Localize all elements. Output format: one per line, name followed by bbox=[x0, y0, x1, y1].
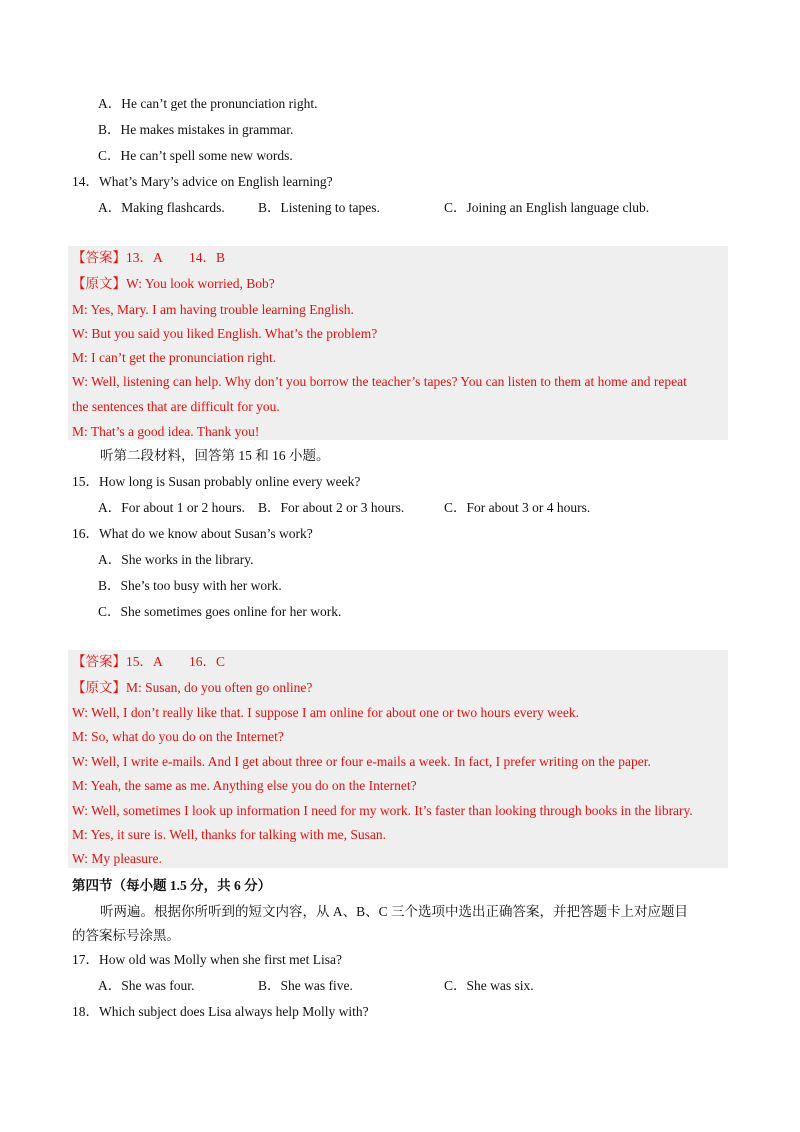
q15-option-a: A．For about 1 or 2 hours. bbox=[98, 500, 245, 515]
q14-option-b: B．Listening to tapes. bbox=[258, 200, 380, 215]
section4-instructions-line1: 听两遍。根据你所听到的短文内容，从 A、B、C 三个选项中选出正确答案，并把答题卡上对应题目 bbox=[100, 904, 689, 919]
q13-option-b: B．He makes mistakes in grammar. bbox=[98, 122, 294, 137]
q16-question: 16．What do we know about Susan’s work? bbox=[72, 526, 313, 541]
answer-label: 【答案】 bbox=[72, 250, 126, 265]
q17-option-c: C．She was six. bbox=[444, 978, 534, 993]
q16-option-b: B．She’s too busy with her work. bbox=[98, 578, 282, 593]
script-line: W: Well, sometimes I look up information I need for my work. It’s faster than looking through books in the library. bbox=[72, 803, 693, 818]
q14-question: 14．What’s Mary’s advice on English learning? bbox=[72, 174, 333, 189]
script-line: M: Yes, Mary. I am having trouble learning English. bbox=[72, 302, 354, 317]
q14-options bbox=[98, 198, 718, 218]
q18-question: 18．Which subject does Lisa always help Molly with? bbox=[72, 1004, 369, 1019]
script-line: M: So, what do you do on the Internet? bbox=[72, 729, 284, 744]
script-line: M: That’s a good idea. Thank you! bbox=[72, 424, 260, 439]
script-line: M: Yes, it sure is. Well, thanks for talking with me, Susan. bbox=[72, 827, 387, 842]
q17-question: 17．How old was Molly when she first met Lisa? bbox=[72, 952, 342, 967]
q15-options bbox=[98, 498, 718, 518]
script-line: W: Well, I write e-mails. And I get about three or four e-mails a week. In fact, I prefer writing on the paper. bbox=[72, 754, 651, 769]
answer-text: 15．A 16．C bbox=[126, 654, 226, 669]
q14-option-a: A．Making flashcards. bbox=[98, 200, 225, 215]
q16-option-c: C．She sometimes goes online for her work. bbox=[98, 604, 342, 619]
script-label: 【原文】 bbox=[72, 680, 126, 695]
q13-option-a: A．He can’t get the pronunciation right. bbox=[98, 96, 318, 111]
script-line: W: Well, listening can help. Why don’t you borrow the teacher’s tapes? You can listen to them at home and repeat bbox=[72, 374, 687, 389]
q14-option-c: C．Joining an English language club. bbox=[444, 200, 650, 215]
script-line: W: My pleasure. bbox=[72, 851, 162, 866]
script-2-line bbox=[72, 678, 312, 698]
script-line: M: I can’t get the pronunciation right. bbox=[72, 350, 277, 365]
script-line: W: Well, I don’t really like that. I suppose I am online for about one or two hours every week. bbox=[72, 705, 580, 720]
q13-option-c: C．He can’t spell some new words. bbox=[98, 148, 293, 163]
script-line: W: But you said you liked English. What’s the problem? bbox=[72, 326, 378, 341]
section4-instructions-line2: 的答案标号涂黑。 bbox=[72, 928, 180, 943]
q15-option-c: C．For about 3 or 4 hours. bbox=[444, 500, 591, 515]
answer-2 bbox=[72, 652, 225, 672]
section2-intro: 听第二段材料，回答第 15 和 16 小题。 bbox=[100, 448, 330, 463]
script-line: the sentences that are difficult for you. bbox=[72, 399, 280, 414]
answer-label: 【答案】 bbox=[72, 654, 126, 669]
q15-option-b: B．For about 2 or 3 hours. bbox=[258, 500, 405, 515]
script-1-line bbox=[72, 274, 275, 294]
q16-option-a: A．She works in the library. bbox=[98, 552, 254, 567]
q17-options bbox=[98, 976, 718, 996]
script-line: W: You look worried, Bob? bbox=[126, 276, 275, 291]
q15-question: 15．How long is Susan probably online every week? bbox=[72, 474, 361, 489]
section4-title: 第四节（每小题 1.5 分，共 6 分） bbox=[72, 878, 272, 893]
answer-text: 13．A 14．B bbox=[126, 250, 226, 265]
q17-option-b: B．She was five. bbox=[258, 978, 353, 993]
q17-option-a: A．She was four. bbox=[98, 978, 195, 993]
answer-1 bbox=[72, 248, 225, 268]
script-line: M: Yeah, the same as me. Anything else you do on the Internet? bbox=[72, 778, 417, 793]
script-label: 【原文】 bbox=[72, 276, 126, 291]
script-line: M: Susan, do you often go online? bbox=[126, 680, 313, 695]
